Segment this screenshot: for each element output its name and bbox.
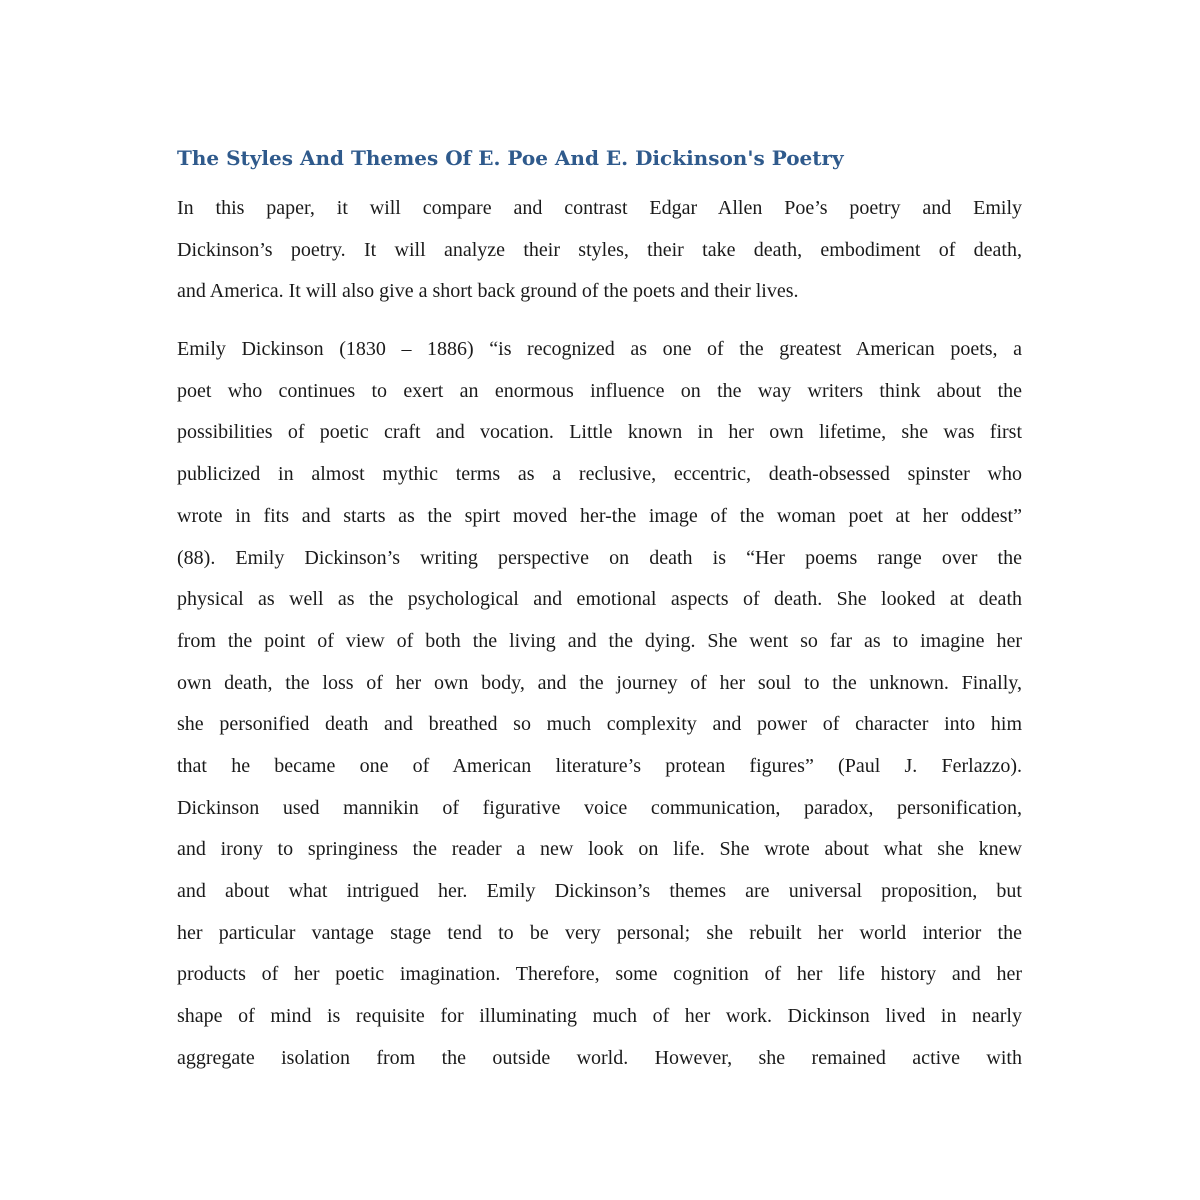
paragraph-line: and about what intrigued her. Emily Dickinson’s themes are universal proposition, but bbox=[177, 880, 1022, 902]
paragraph-line: and America. It will also give a short back ground of the poets and their lives. bbox=[177, 280, 799, 303]
paragraph-line: Dickinson used mannikin of figurative voice communication, paradox, personification, bbox=[177, 796, 1022, 819]
paragraph-line: shape of mind is requisite for illuminating much of her work. Dickinson lived in nearly bbox=[177, 1005, 1022, 1028]
paragraph-line: her particular vantage stage tend to be very personal; she rebuilt her world interior the bbox=[177, 921, 1022, 944]
paragraph-line: Dickinson’s poetry. It will analyze their styles, their take death, embodiment of death, bbox=[177, 238, 1022, 261]
paragraph-line: that he became one of American literature’s protean figures” (Paul J. Ferlazzo). bbox=[177, 754, 1022, 777]
document-body bbox=[177, 140, 1022, 1079]
paragraph-intro bbox=[177, 188, 1022, 313]
paragraph-line: possibilities of poetic craft and vocation. Little known in her own lifetime, she was first bbox=[177, 421, 1022, 444]
paragraph-line: from the point of view of both the living and the dying. She went so far as to imagine her bbox=[177, 629, 1022, 652]
paragraph-line: wrote in fits and starts as the spirt moved her-the image of the woman poet at her oddest” bbox=[177, 504, 1022, 527]
paragraph-line: own death, the loss of her own body, and the journey of her soul to the unknown. Finally, bbox=[177, 671, 1022, 694]
paragraph-line: (88). Emily Dickinson’s writing perspective on death is “Her poems range over the bbox=[177, 546, 1022, 569]
document-title: The Styles And Themes Of E. Poe And E. Dickinson's Poetry bbox=[177, 146, 844, 170]
paragraph-line: physical as well as the psychological and emotional aspects of death. She looked at death bbox=[177, 588, 1022, 611]
paragraph-line: publicized in almost mythic terms as a reclusive, eccentric, death-obsessed spinster who bbox=[177, 463, 1022, 486]
paragraph-line: aggregate isolation from the outside world. However, she remained active with bbox=[177, 1046, 1022, 1069]
paragraph-line: In this paper, it will compare and contrast Edgar Allen Poe’s poetry and Emily bbox=[177, 197, 1022, 219]
paragraph-line: and irony to springiness the reader a new look on life. She wrote about what she knew bbox=[177, 838, 1022, 861]
paragraph-line: poet who continues to exert an enormous influence on the way writers think about the bbox=[177, 379, 1022, 402]
paragraph-line: Emily Dickinson (1830 – 1886) “is recognized as one of the greatest American poets, a bbox=[177, 338, 1022, 361]
paragraph-line: products of her poetic imagination. Therefore, some cognition of her life history and her bbox=[177, 963, 1022, 986]
paragraph-line: she personified death and breathed so much complexity and power of character into him bbox=[177, 713, 1022, 736]
paragraph-dickinson bbox=[177, 329, 1022, 1079]
